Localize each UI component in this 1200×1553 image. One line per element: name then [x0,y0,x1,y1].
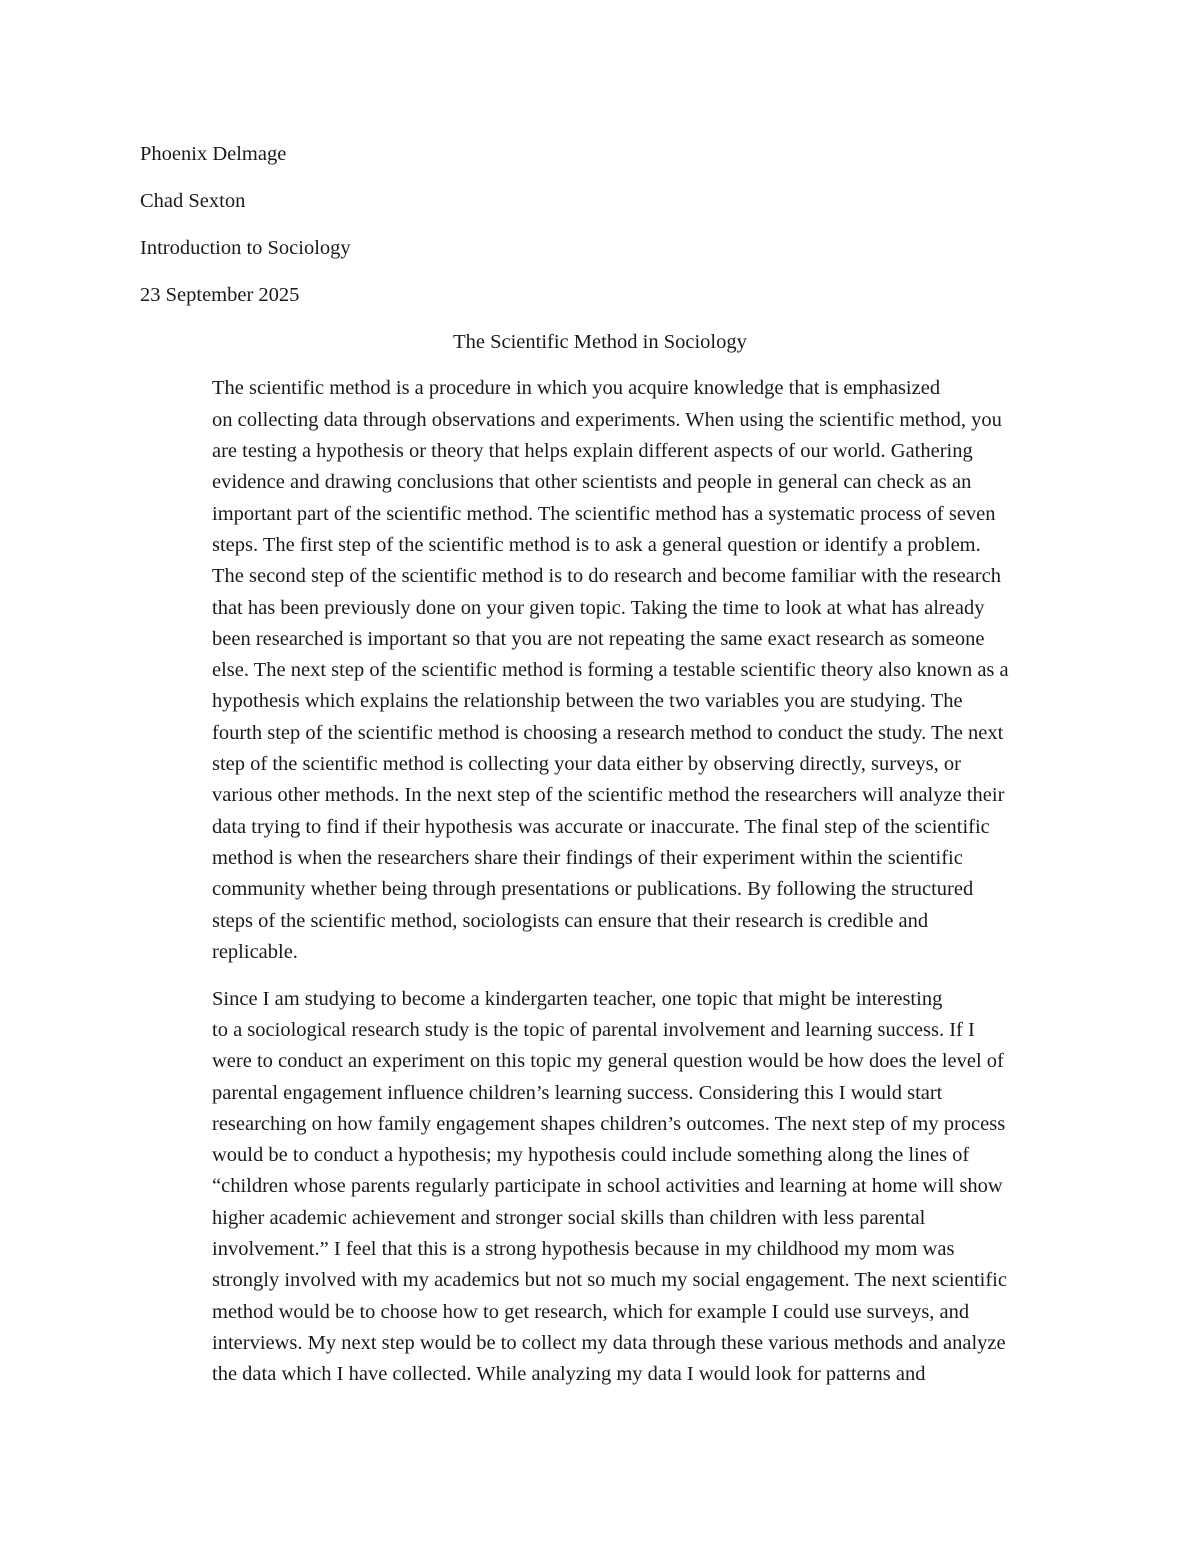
text-line: higher academic achievement and stronger social skills than children with less parental [212,1206,926,1229]
text-line: community whether being through presentations or publications. By following the structured [212,878,974,901]
text-line: would be to conduct a hypothesis; my hypothesis could include something along the lines of [212,1144,970,1167]
instructor-name: Chad Sexton [140,189,246,212]
text-line: hypothesis which explains the relationship between the two variables you are studying. The [212,690,963,713]
text-line: involvement.” I feel that this is a strong hypothesis because in my childhood my mom was [212,1238,955,1261]
text-line: to a sociological research study is the topic of parental involvement and learning success. If I [212,1018,975,1041]
paragraph-2 [140,984,1060,1391]
text-line: been researched is important so that you are not repeating the same exact research as someone [212,627,985,650]
text-line: The scientific method is a procedure in which you acquire knowledge that is emphasized [212,377,941,400]
text-line: step of the scientific method is collecting your data either by observing directly, surveys, or [212,753,961,776]
text-line: “children whose parents regularly participate in school activities and learning at home will show [212,1175,1003,1198]
text-line: fourth step of the scientific method is choosing a research method to conduct the study. The next [212,721,1004,744]
document-date: 23 September 2025 [140,283,300,306]
text-line: were to conduct an experiment on this topic my general question would be how does the level of [212,1050,1004,1073]
text-line: important part of the scientific method. The scientific method has a systematic process of seven [212,502,996,525]
text-line: various other methods. In the next step of the scientific method the researchers will analyze their [212,784,1005,807]
text-line: Since I am studying to become a kindergarten teacher, one topic that might be interesting [212,987,943,1010]
text-line: The second step of the scientific method is to do research and become familiar with the research [212,565,1001,588]
text-line: evidence and drawing conclusions that other scientists and people in general can check as an [212,471,972,494]
text-line: else. The next step of the scientific method is forming a testable scientific theory also known as a [212,659,1009,682]
text-line: interviews. My next step would be to collect my data through these various methods and analyze [212,1331,1006,1354]
text-line: parental engagement influence children’s learning success. Considering this I would start [212,1081,943,1104]
text-line: researching on how family engagement shapes children’s outcomes. The next step of my process [212,1112,1006,1135]
text-line: strongly involved with my academics but not so much my social engagement. The next scientific [212,1269,1007,1292]
paragraph-1 [140,373,1060,968]
text-line: steps of the scientific method, sociologists can ensure that their research is credible and [212,909,929,932]
text-line: the data which I have collected. While analyzing my data I would look for patterns and [212,1363,926,1386]
text-line: method is when the researchers share their findings of their experiment within the scientific [212,846,963,869]
text-line: method would be to choose how to get research, which for example I could use surveys, and [212,1300,970,1323]
document-body [140,139,1060,1406]
text-line: data trying to find if their hypothesis was accurate or inaccurate. The final step of the scientific [212,815,990,838]
text-line: that has been previously done on your given topic. Taking the time to look at what has already [212,596,985,619]
text-line: steps. The first step of the scientific method is to ask a general question or identify a problem. [212,533,981,556]
document-title: The Scientific Method in Sociology [453,330,747,353]
student-name: Phoenix Delmage [140,143,287,165]
course-name: Introduction to Sociology [140,236,351,259]
text-line: are testing a hypothesis or theory that helps explain different aspects of our world. Gathering [212,440,973,463]
text-line: replicable. [212,940,298,963]
text-line: on collecting data through observations and experiments. When using the scientific method, you [212,408,1002,431]
